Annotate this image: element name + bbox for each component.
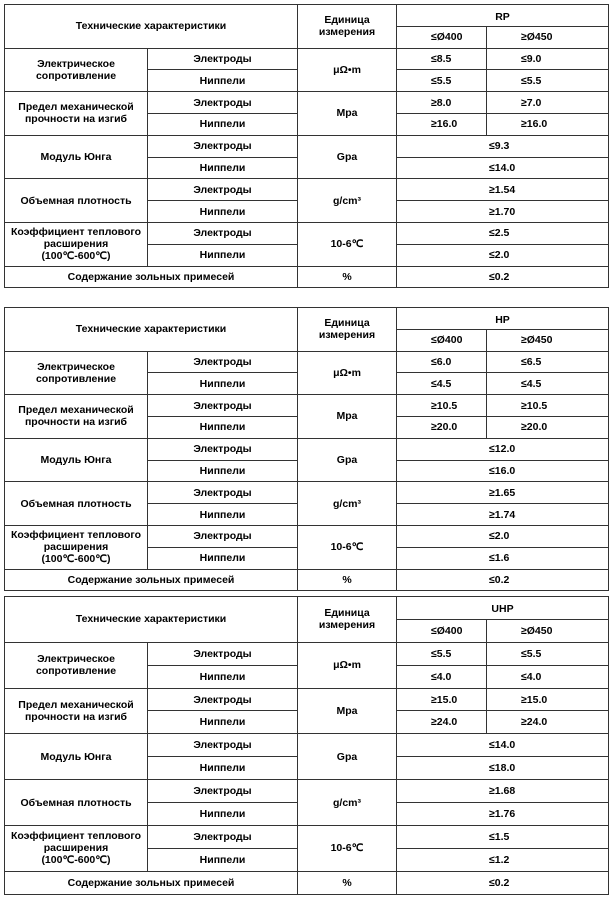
young-label: Модуль Юнга <box>5 438 148 482</box>
thermal-electrodes-value: ≤2.5 <box>397 222 609 244</box>
part-nipples-label: Ниппели <box>148 711 298 734</box>
spec-table <box>4 307 609 591</box>
part-electrodes-label: Электроды <box>148 482 298 504</box>
flexural-unit: Mpa <box>298 92 397 136</box>
resistivity-label: Электрическое сопротивление <box>5 642 148 688</box>
resistivity-nipples-small: ≤4.5 <box>397 373 487 395</box>
ash-value: ≤0.2 <box>397 871 609 894</box>
density-unit: g/cm³ <box>298 179 397 223</box>
part-nipples-label: Ниппели <box>148 70 298 92</box>
resistivity-electrodes-large: ≤5.5 <box>487 642 609 665</box>
resistivity-nipples-large: ≤4.0 <box>487 665 609 688</box>
part-nipples-label: Ниппели <box>148 201 298 223</box>
diameter-small-header: ≤Ø400 <box>397 329 487 351</box>
grade-header: RP <box>397 5 609 27</box>
resistivity-nipples-small: ≤4.0 <box>397 665 487 688</box>
part-electrodes-label: Электроды <box>148 642 298 665</box>
flexural-nipples-large: ≥24.0 <box>487 711 609 734</box>
resistivity-nipples-large: ≤5.5 <box>487 70 609 92</box>
part-nipples-label: Ниппели <box>148 757 298 780</box>
flexural-label: Предел механической прочности на изгиб <box>5 92 148 136</box>
ash-unit: % <box>298 871 397 894</box>
resistivity-nipples-large: ≤4.5 <box>487 373 609 395</box>
ash-unit: % <box>298 266 397 288</box>
young-unit: Gpa <box>298 135 397 179</box>
density-label: Объемная плотность <box>5 482 148 526</box>
part-electrodes-label: Электроды <box>148 222 298 244</box>
thermal-nipples-value: ≤1.2 <box>397 848 609 871</box>
thermal-label: Коэффициент теплового расширения (100℃-600℃) <box>5 525 148 569</box>
part-electrodes-label: Электроды <box>148 688 298 711</box>
part-nipples-label: Ниппели <box>148 460 298 482</box>
density-electrodes-value: ≥1.68 <box>397 780 609 803</box>
flexural-nipples-small: ≥16.0 <box>397 113 487 135</box>
density-electrodes-row <box>5 780 609 803</box>
density-electrodes-row <box>5 482 609 504</box>
header-row <box>5 597 609 620</box>
ash-value: ≤0.2 <box>397 569 609 591</box>
resistivity-electrodes-small: ≤8.5 <box>397 48 487 70</box>
flexural-nipples-small: ≥20.0 <box>397 416 487 438</box>
density-label: Объемная плотность <box>5 179 148 223</box>
young-electrodes-value: ≤14.0 <box>397 734 609 757</box>
flexural-electrodes-small: ≥8.0 <box>397 92 487 114</box>
unit-header-line1: Единица <box>324 14 370 27</box>
flexural-electrodes-large: ≥15.0 <box>487 688 609 711</box>
part-electrodes-label: Электроды <box>148 438 298 460</box>
density-electrodes-value: ≥1.65 <box>397 482 609 504</box>
ash-row <box>5 871 609 894</box>
diameter-small-header: ≤Ø400 <box>397 26 487 48</box>
flexural-unit: Mpa <box>298 395 397 439</box>
flexural-electrodes-row <box>5 688 609 711</box>
ash-row <box>5 569 609 591</box>
part-electrodes-label: Электроды <box>148 734 298 757</box>
density-nipples-value: ≥1.70 <box>397 201 609 223</box>
diameter-large-header: ≥Ø450 <box>487 329 609 351</box>
thermal-electrodes-row <box>5 525 609 547</box>
thermal-electrodes-value: ≤1.5 <box>397 825 609 848</box>
young-label: Модуль Юнга <box>5 135 148 179</box>
thermal-electrodes-row <box>5 825 609 848</box>
ash-value: ≤0.2 <box>397 266 609 288</box>
ash-unit: % <box>298 569 397 591</box>
resistivity-label: Электрическое сопротивление <box>5 351 148 395</box>
resistivity-electrodes-row <box>5 351 609 373</box>
ash-label: Содержание зольных примесей <box>5 871 298 894</box>
young-unit: Gpa <box>298 734 397 780</box>
thermal-unit: 10-6℃ <box>298 222 397 266</box>
flexural-electrodes-small: ≥15.0 <box>397 688 487 711</box>
flexural-electrodes-row <box>5 395 609 417</box>
unit-header-line2: измерения <box>318 329 376 342</box>
thermal-electrodes-value: ≤2.0 <box>397 525 609 547</box>
diameter-small-header: ≤Ø400 <box>397 619 487 642</box>
unit-header-line2: измерения <box>318 619 376 632</box>
young-label: Модуль Юнга <box>5 734 148 780</box>
unit-header-line1: Единица <box>324 607 370 620</box>
density-unit: g/cm³ <box>298 780 397 826</box>
thermal-electrodes-row <box>5 222 609 244</box>
part-electrodes-label: Электроды <box>148 179 298 201</box>
flexural-electrodes-row <box>5 92 609 114</box>
young-electrodes-value: ≤9.3 <box>397 135 609 157</box>
part-nipples-label: Ниппели <box>148 665 298 688</box>
unit-header <box>298 597 397 643</box>
young-nipples-value: ≤18.0 <box>397 757 609 780</box>
density-nipples-value: ≥1.76 <box>397 803 609 826</box>
resistivity-electrodes-large: ≤6.5 <box>487 351 609 373</box>
thermal-nipples-value: ≤2.0 <box>397 244 609 266</box>
flexural-unit: Mpa <box>298 688 397 734</box>
flexural-label: Предел механической прочности на изгиб <box>5 688 148 734</box>
unit-header-line1: Единица <box>324 317 370 330</box>
density-unit: g/cm³ <box>298 482 397 526</box>
resistivity-electrodes-small: ≤5.5 <box>397 642 487 665</box>
diameter-large-header: ≥Ø450 <box>487 26 609 48</box>
density-electrodes-value: ≥1.54 <box>397 179 609 201</box>
characteristics-header: Технические характеристики <box>5 5 298 49</box>
unit-header <box>298 308 397 352</box>
header-row <box>5 308 609 330</box>
flexural-electrodes-large: ≥7.0 <box>487 92 609 114</box>
density-nipples-value: ≥1.74 <box>397 504 609 526</box>
unit-header <box>298 5 397 49</box>
part-electrodes-label: Электроды <box>148 395 298 417</box>
spec-table <box>4 4 609 288</box>
resistivity-electrodes-row <box>5 642 609 665</box>
resistivity-electrodes-large: ≤9.0 <box>487 48 609 70</box>
part-nipples-label: Ниппели <box>148 848 298 871</box>
resistivity-label: Электрическое сопротивление <box>5 48 148 92</box>
part-nipples-label: Ниппели <box>148 803 298 826</box>
unit-header-line2: измерения <box>318 26 376 39</box>
part-nipples-label: Ниппели <box>148 244 298 266</box>
young-unit: Gpa <box>298 438 397 482</box>
part-nipples-label: Ниппели <box>148 373 298 395</box>
flexural-nipples-large: ≥20.0 <box>487 416 609 438</box>
flexural-electrodes-small: ≥10.5 <box>397 395 487 417</box>
ash-label: Содержание зольных примесей <box>5 266 298 288</box>
thermal-label: Коэффициент теплового расширения (100℃-600℃) <box>5 825 148 871</box>
thermal-unit: 10-6℃ <box>298 825 397 871</box>
part-electrodes-label: Электроды <box>148 525 298 547</box>
part-nipples-label: Ниппели <box>148 416 298 438</box>
flexural-nipples-large: ≥16.0 <box>487 113 609 135</box>
part-electrodes-label: Электроды <box>148 351 298 373</box>
part-electrodes-label: Электроды <box>148 92 298 114</box>
part-nipples-label: Ниппели <box>148 113 298 135</box>
density-label: Объемная плотность <box>5 780 148 826</box>
young-nipples-value: ≤14.0 <box>397 157 609 179</box>
ash-label: Содержание зольных примесей <box>5 569 298 591</box>
young-nipples-value: ≤16.0 <box>397 460 609 482</box>
grade-header: UHP <box>397 597 609 620</box>
flexural-label: Предел механической прочности на изгиб <box>5 395 148 439</box>
part-electrodes-label: Электроды <box>148 780 298 803</box>
spec-table <box>4 596 609 895</box>
resistivity-unit: μΩ•m <box>298 351 397 395</box>
ash-row <box>5 266 609 288</box>
characteristics-header: Технические характеристики <box>5 308 298 352</box>
part-nipples-label: Ниппели <box>148 504 298 526</box>
flexural-nipples-small: ≥24.0 <box>397 711 487 734</box>
resistivity-electrodes-small: ≤6.0 <box>397 351 487 373</box>
young-electrodes-row <box>5 438 609 460</box>
thermal-nipples-value: ≤1.6 <box>397 547 609 569</box>
density-electrodes-row <box>5 179 609 201</box>
resistivity-unit: μΩ•m <box>298 48 397 92</box>
diameter-large-header: ≥Ø450 <box>487 619 609 642</box>
thermal-unit: 10-6℃ <box>298 525 397 569</box>
part-electrodes-label: Электроды <box>148 48 298 70</box>
part-nipples-label: Ниппели <box>148 157 298 179</box>
flexural-electrodes-large: ≥10.5 <box>487 395 609 417</box>
young-electrodes-row <box>5 135 609 157</box>
header-row <box>5 5 609 27</box>
young-electrodes-row <box>5 734 609 757</box>
part-electrodes-label: Электроды <box>148 825 298 848</box>
resistivity-electrodes-row <box>5 48 609 70</box>
characteristics-header: Технические характеристики <box>5 597 298 643</box>
part-nipples-label: Ниппели <box>148 547 298 569</box>
thermal-label: Коэффициент теплового расширения (100℃-600℃) <box>5 222 148 266</box>
resistivity-unit: μΩ•m <box>298 642 397 688</box>
resistivity-nipples-small: ≤5.5 <box>397 70 487 92</box>
young-electrodes-value: ≤12.0 <box>397 438 609 460</box>
part-electrodes-label: Электроды <box>148 135 298 157</box>
grade-header: HP <box>397 308 609 330</box>
